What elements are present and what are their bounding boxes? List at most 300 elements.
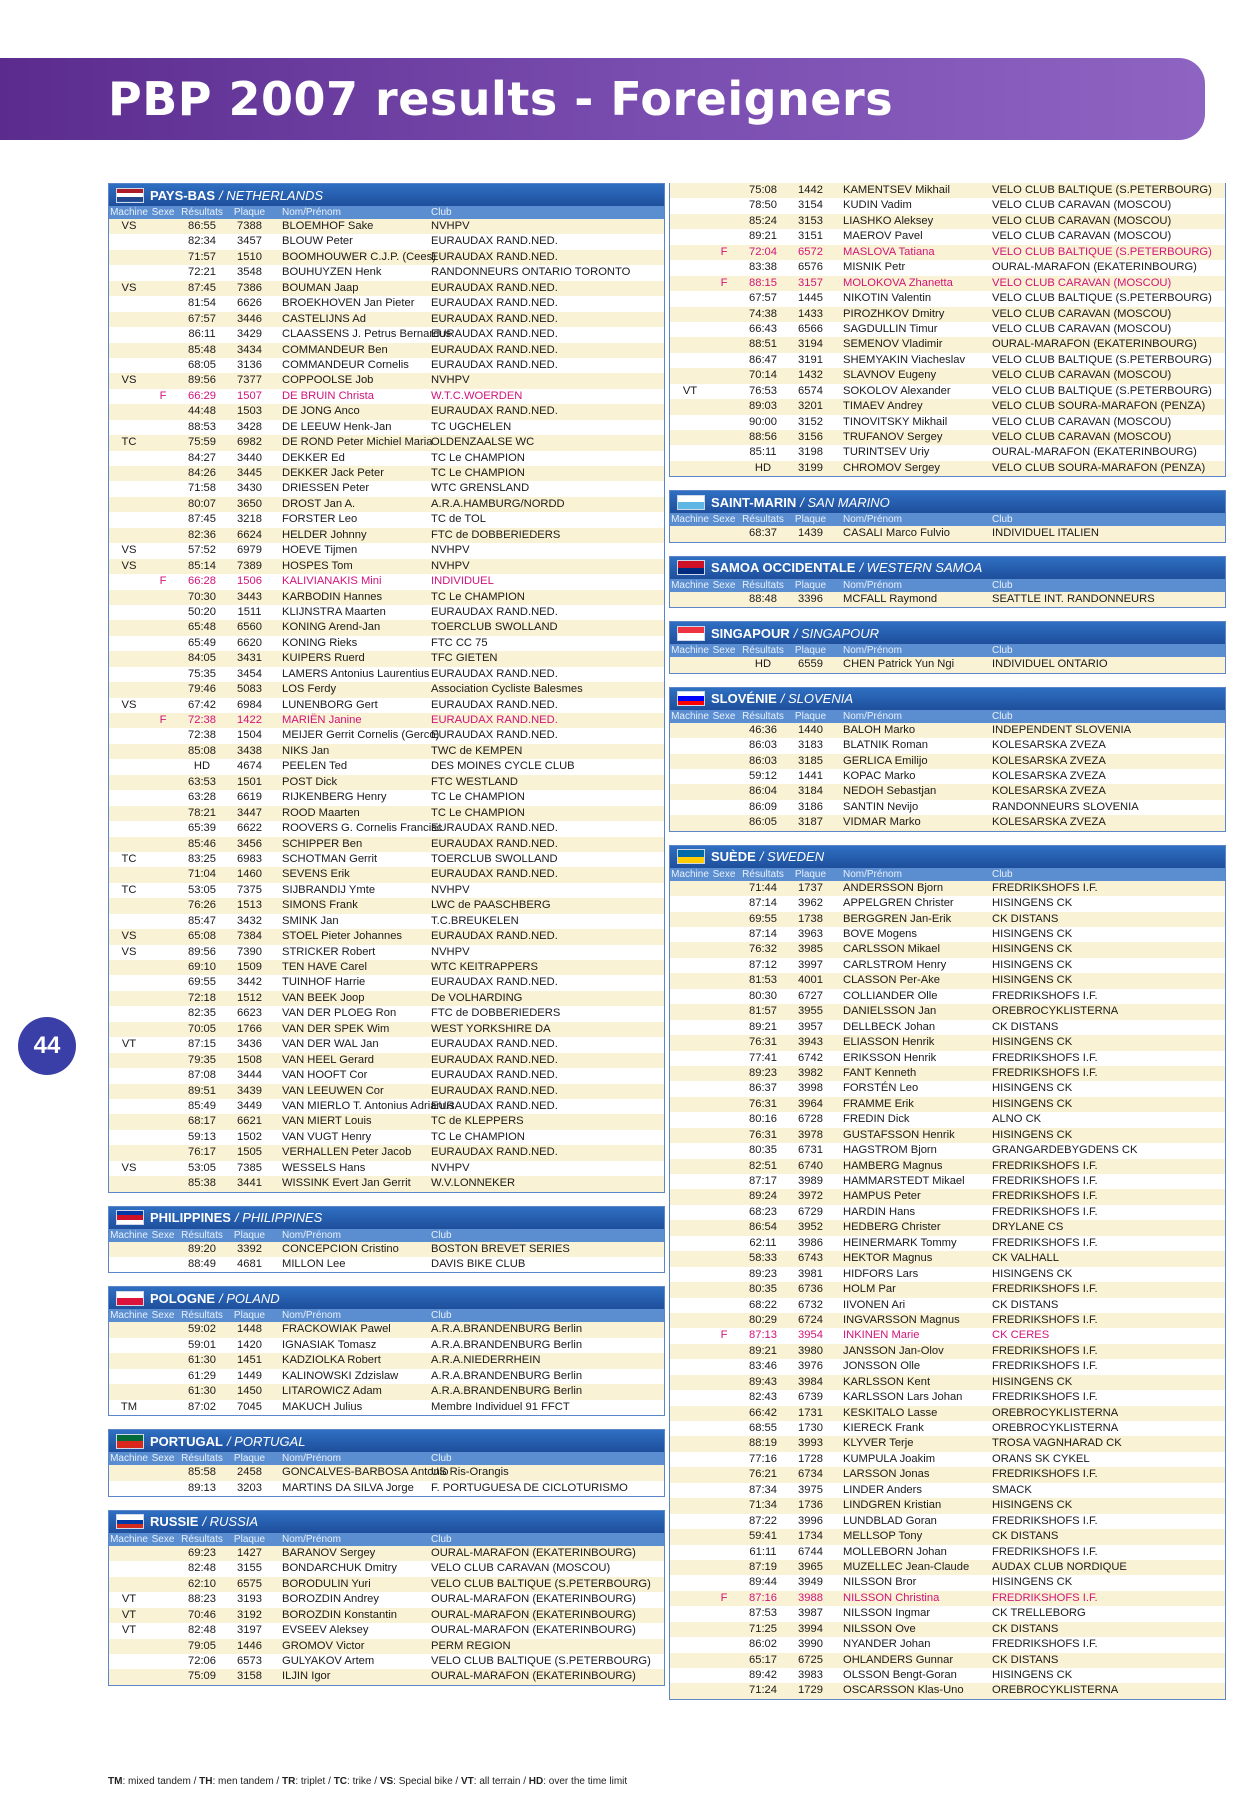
- column-header-resultats: Résultats: [742, 868, 784, 880]
- cell-club: NVHPV: [431, 220, 470, 232]
- cell-plaque: 6574: [798, 384, 823, 397]
- cell-club: FREDRIKSHOFS I.F.: [992, 1205, 1098, 1218]
- cell-resultats: 79:35: [188, 1053, 216, 1066]
- cell-club: HISINGENS CK: [992, 1082, 1073, 1095]
- cell-resultats: 76:31: [749, 1097, 777, 1110]
- cell-plaque: 6725: [798, 1653, 823, 1666]
- cell-sexe: [149, 1145, 177, 1160]
- cell-nom: VAN DER WAL Jan: [282, 1038, 379, 1051]
- table-row: [670, 1035, 1225, 1050]
- cell-resultats: 89:23: [749, 1066, 777, 1079]
- cell-plaque: 1728: [798, 1452, 823, 1465]
- cell-resultats: 72:38: [188, 729, 216, 742]
- cell-club: Association Cycliste Balesmes: [431, 683, 583, 696]
- cell-plaque: 3191: [798, 353, 823, 366]
- cell-plaque: 6739: [798, 1391, 823, 1404]
- cell-resultats: 46:36: [749, 723, 777, 736]
- cell-plaque: 6626: [237, 297, 262, 310]
- cell-sexe: [149, 481, 177, 496]
- cell-plaque: 3949: [798, 1576, 823, 1589]
- cell-plaque: 3152: [798, 415, 823, 428]
- table-row: [109, 1257, 664, 1272]
- left-column: [108, 183, 665, 1699]
- table-row: [670, 723, 1225, 738]
- cell-nom: HAMBERG Magnus: [843, 1159, 943, 1172]
- cell-resultats: 86:37: [749, 1082, 777, 1095]
- table-row: [109, 250, 664, 265]
- cell-nom: SCHOTMAN Gerrit: [282, 852, 378, 865]
- cell-club: US Ris-Orangis: [431, 1466, 509, 1479]
- cell-plaque: 3428: [237, 420, 262, 433]
- cell-sexe: [710, 723, 738, 738]
- cell-machine: [109, 358, 149, 373]
- column-header-machine: Machine: [110, 1310, 148, 1322]
- cell-resultats: 87:13: [749, 1329, 777, 1342]
- table-row: [670, 881, 1225, 896]
- cell-club: EURAUDAX RAND.NED.: [431, 328, 558, 341]
- cell-nom: LITAROWICZ Adam: [282, 1385, 382, 1398]
- cell-machine: [670, 1035, 710, 1050]
- cell-resultats: 85:58: [188, 1466, 216, 1479]
- cell-plaque: 1422: [237, 714, 262, 726]
- column-header-resultats: Résultats: [181, 1533, 223, 1545]
- table-row: [670, 1143, 1225, 1158]
- cell-machine: [670, 912, 710, 927]
- cell-sexe: [710, 1081, 738, 1096]
- table-row: [670, 245, 1225, 260]
- cell-nom: PIROZHKOV Dmitry: [843, 307, 945, 320]
- cell-nom: HOEVE Tijmen: [282, 544, 358, 557]
- cell-resultats: 59:13: [188, 1130, 216, 1143]
- cell-resultats: 67:42: [188, 698, 216, 711]
- cell-plaque: 3984: [798, 1375, 823, 1388]
- cell-sexe: [149, 1577, 177, 1592]
- cell-machine: [670, 1498, 710, 1513]
- cell-sexe: [710, 1514, 738, 1529]
- cell-resultats: 88:19: [749, 1437, 777, 1450]
- table-row: [109, 1084, 664, 1099]
- cell-resultats: 88:53: [188, 420, 216, 433]
- cell-resultats: HD: [193, 760, 211, 773]
- cell-nom: STOEL Pieter Johannes: [282, 930, 403, 943]
- cell-resultats: 88:51: [749, 338, 777, 351]
- cell-plaque: 3434: [237, 343, 262, 356]
- cell-nom: KONING Rieks: [282, 636, 358, 649]
- cell-resultats: 82:34: [188, 235, 216, 248]
- cell-plaque: 6622: [237, 822, 262, 835]
- cell-machine: VS: [121, 559, 137, 572]
- country-header: [109, 184, 664, 206]
- cell-resultats: 61:30: [188, 1385, 216, 1398]
- cell-plaque: 3392: [237, 1242, 262, 1255]
- table-row: [109, 1654, 664, 1669]
- cell-plaque: 3986: [798, 1236, 823, 1249]
- cell-nom: COMMANDEUR Ben: [282, 343, 388, 356]
- cell-resultats: 71:25: [749, 1622, 777, 1635]
- legend-vs: VS: [379, 1776, 394, 1787]
- cell-nom: ROOD Maarten: [282, 806, 360, 819]
- cell-nom: NEDOH Sebastjan: [843, 785, 937, 798]
- cell-club: HISINGENS CK: [992, 1128, 1073, 1141]
- cell-club: TOERCLUB SWOLLAND: [431, 852, 558, 865]
- cell-club: RANDONNEURS ONTARIO TORONTO: [431, 266, 631, 279]
- cell-resultats: 84:27: [188, 451, 216, 464]
- cell-nom: TIMAEV Andrey: [843, 400, 923, 413]
- table-row: [670, 1112, 1225, 1127]
- cell-nom: NYANDER Johan: [843, 1638, 931, 1651]
- cell-resultats: 89:23: [749, 1267, 777, 1280]
- table-row: [109, 234, 664, 249]
- cell-resultats: 75:08: [749, 184, 777, 196]
- cell-plaque: 1508: [237, 1053, 262, 1066]
- table-row: [109, 1481, 664, 1496]
- column-header-sexe: Sexe: [151, 1453, 175, 1465]
- table-row: [670, 1452, 1225, 1467]
- country-section-russie: [108, 1510, 665, 1686]
- cell-plaque: 3446: [237, 312, 262, 325]
- cell-sexe: [710, 291, 738, 306]
- cell-resultats: 87:08: [188, 1069, 216, 1082]
- country-header: [670, 846, 1225, 868]
- cell-resultats: 62:10: [188, 1577, 216, 1590]
- legend-tr: TR: [281, 1776, 296, 1787]
- cell-sexe: [149, 775, 177, 790]
- cell-plaque: 3994: [798, 1622, 823, 1635]
- cell-machine: [670, 430, 710, 445]
- cell-resultats: 77:16: [749, 1452, 777, 1465]
- cell-machine: [670, 1591, 710, 1606]
- cell-machine: VT: [682, 384, 698, 397]
- column-header-resultats: Résultats: [742, 514, 784, 526]
- cell-machine: [109, 1338, 149, 1353]
- cell-plaque: 1450: [237, 1385, 262, 1398]
- cell-plaque: 1504: [237, 729, 262, 742]
- cell-resultats: 61:11: [749, 1545, 777, 1558]
- cell-sexe: [149, 497, 177, 512]
- cell-machine: [109, 1481, 149, 1496]
- cell-resultats: 85:46: [188, 837, 216, 850]
- cell-sexe: [149, 466, 177, 481]
- cell-sexe: [710, 1344, 738, 1359]
- table-row: [670, 1637, 1225, 1652]
- cell-plaque: 3136: [237, 358, 262, 371]
- table-row: [109, 1037, 664, 1052]
- cell-plaque: 6727: [798, 989, 823, 1002]
- cell-machine: [670, 368, 710, 383]
- table-row: [109, 682, 664, 697]
- cell-sexe: [710, 1189, 738, 1204]
- cell-nom: LAMERS Antonius Laurentius: [282, 667, 430, 680]
- cell-nom: BROEKHOVEN Jan Pieter: [282, 297, 415, 310]
- cell-nom: FREDIN Dick: [843, 1113, 910, 1126]
- cell-plaque: 7386: [237, 281, 262, 294]
- cell-sexe: [149, 914, 177, 929]
- cell-plaque: 3442: [237, 976, 262, 989]
- cell-machine: [109, 898, 149, 913]
- cell-resultats: 88:56: [749, 431, 777, 443]
- cell-plaque: 1460: [237, 868, 262, 881]
- cell-nom: KIERECK Frank: [843, 1422, 924, 1434]
- cell-machine: [109, 605, 149, 620]
- cell-plaque: 3957: [798, 1020, 823, 1033]
- cell-nom: OSCARSSON Klas-Uno: [843, 1684, 964, 1697]
- cell-sexe: [710, 1220, 738, 1235]
- cell-nom: ILJIN Igor: [282, 1670, 331, 1683]
- table-row: [109, 1006, 664, 1021]
- cell-club: TC Le CHAMPION: [431, 590, 525, 603]
- cell-machine: [109, 1084, 149, 1099]
- cell-nom: BOUMAN Jaap: [282, 281, 359, 294]
- cell-nom: INGVARSSON Magnus: [843, 1313, 960, 1326]
- table-row: [670, 214, 1225, 229]
- cell-resultats: 80:16: [749, 1113, 777, 1126]
- cell-sexe: [149, 1338, 177, 1353]
- cell-resultats: 89:21: [749, 1344, 777, 1357]
- cell-nom: NILSSON Christina: [843, 1591, 940, 1604]
- cell-nom: BOROZDIN Konstantin: [282, 1608, 398, 1621]
- cell-machine: [109, 343, 149, 358]
- cell-sexe: [149, 1623, 177, 1638]
- cell-plaque: 3438: [237, 744, 262, 757]
- cell-machine: [670, 1298, 710, 1313]
- cell-resultats: 82:35: [188, 1007, 216, 1020]
- cell-machine: [109, 234, 149, 249]
- cell-resultats: 82:48: [188, 1562, 216, 1575]
- cell-club: OREBROCYKLISTERNA: [992, 1406, 1119, 1419]
- table-row: [670, 738, 1225, 753]
- cell-machine: [109, 389, 149, 404]
- table-row: [109, 1639, 664, 1654]
- cell-machine: [109, 1546, 149, 1561]
- country-header: [109, 1511, 664, 1533]
- column-header-machine: Machine: [671, 579, 709, 591]
- country-name-en: / POLAND: [219, 1290, 280, 1306]
- cell-nom: SLAVNOV Eugeny: [843, 369, 937, 382]
- cell-nom: BLOUW Peter: [282, 235, 353, 248]
- cell-club: TC Le CHAMPION: [431, 467, 525, 479]
- cell-sexe: [149, 1639, 177, 1654]
- cell-sexe: [149, 1608, 177, 1623]
- country-name-en: / NETHERLANDS: [219, 187, 324, 203]
- country-section-slovénie: [669, 687, 1226, 832]
- cell-club: NVHPV: [431, 544, 470, 557]
- cell-plaque: 1432: [798, 369, 823, 382]
- cell-machine: [109, 636, 149, 651]
- cell-nom: STRICKER Robert: [282, 945, 376, 958]
- cell-club: FTC de DOBBERIEDERS: [431, 528, 561, 541]
- cell-club: VELO CLUB SOURA-MARAFON (PENZA): [992, 400, 1206, 413]
- cell-sexe: [149, 1369, 177, 1384]
- cell-resultats: 89:43: [749, 1375, 777, 1388]
- column-header-sexe: Sexe: [151, 1533, 175, 1545]
- cell-club: GRANGARDEBYGDENS CK: [992, 1144, 1138, 1157]
- cell-sexe: [710, 198, 738, 213]
- column-header-club: Club: [431, 207, 452, 218]
- cell-machine: [109, 466, 149, 481]
- cell-sexe: [149, 1353, 177, 1368]
- table-row: [670, 989, 1225, 1004]
- cell-resultats: 65:08: [188, 930, 216, 943]
- column-header-club: Club: [431, 1229, 452, 1241]
- cell-machine: [670, 1174, 710, 1189]
- cell-club: OURAL-MARAFON (EKATERINBOURG): [431, 1608, 636, 1621]
- cell-nom: HAMPUS Peter: [843, 1190, 921, 1203]
- cell-club: VELO CLUB BALTIQUE (S.PETERBOURG): [992, 245, 1212, 258]
- cell-plaque: 3981: [798, 1267, 823, 1280]
- table-row: [109, 219, 664, 234]
- table-row: [109, 929, 664, 944]
- cell-nom: ANDERSSON Bjorn: [843, 881, 944, 894]
- cell-nom: JANSSON Jan-Olov: [843, 1344, 944, 1357]
- cell-resultats: 65:17: [749, 1653, 777, 1666]
- cell-sexe: [710, 1622, 738, 1637]
- cell-sexe: [710, 1436, 738, 1451]
- cell-machine: [109, 265, 149, 280]
- cell-nom: CASTELIJNS Ad: [282, 312, 366, 325]
- column-header-plaque: Plaque: [794, 710, 827, 722]
- cell-sexe: [710, 657, 738, 672]
- column-headers: [109, 1229, 664, 1242]
- cell-resultats: 76:26: [188, 899, 216, 912]
- country-section-pologne: [108, 1286, 665, 1416]
- cell-nom: ELIASSON Henrik: [843, 1036, 935, 1049]
- cell-plaque: 1738: [798, 912, 823, 925]
- cell-resultats: 59:41: [749, 1530, 777, 1543]
- cell-nom: VAN MIERLO T. Antonius Adrianus: [282, 1099, 455, 1112]
- cell-club: AUDAX CLUB NORDIQUE: [992, 1560, 1127, 1573]
- table-row: [670, 1220, 1225, 1235]
- column-header-plaque: Plaque: [794, 579, 827, 591]
- cell-club: EURAUDAX RAND.NED.: [431, 868, 558, 881]
- cell-resultats: 62:11: [749, 1236, 777, 1249]
- cell-sexe: [710, 973, 738, 988]
- cell-sexe: [710, 912, 738, 927]
- country-section-philippines: [108, 1206, 665, 1274]
- table-row: [670, 353, 1225, 368]
- cell-club: EURAUDAX RAND.NED.: [431, 1099, 558, 1112]
- table-row: [109, 296, 664, 311]
- table-row: [109, 728, 664, 743]
- cell-club: VELO CLUB BALTIQUE (S.PETERBOURG): [992, 292, 1212, 305]
- cell-sexe: [149, 512, 177, 527]
- cell-sexe: [149, 543, 177, 558]
- cell-nom: PEELEN Ted: [282, 760, 348, 773]
- cell-sexe: [710, 1467, 738, 1482]
- table-row: [109, 327, 664, 342]
- cell-nom: NIKOTIN Valentin: [843, 292, 932, 305]
- cell-sexe: [149, 867, 177, 882]
- table-row: [109, 512, 664, 527]
- cell-plaque: 3983: [798, 1669, 823, 1681]
- cell-sexe: [149, 451, 177, 466]
- cell-machine: [109, 867, 149, 882]
- cell-machine: [670, 1359, 710, 1374]
- cell-nom: MELLSOP Tony: [843, 1530, 923, 1543]
- cell-nom: HEKTOR Magnus: [843, 1252, 933, 1265]
- table-row: [109, 574, 664, 589]
- cell-nom: LINDER Anders: [843, 1483, 922, 1496]
- cell-resultats: 68:17: [188, 1115, 216, 1128]
- cell-nom: CARLSTROM Henry: [843, 958, 947, 971]
- cell-sexe: [149, 265, 177, 280]
- cell-plaque: 6724: [798, 1313, 823, 1326]
- column-header-sexe: Sexe: [712, 710, 736, 722]
- cell-club: CK DISTANS: [992, 1622, 1059, 1635]
- cell-plaque: 1448: [237, 1323, 262, 1336]
- table-row: [109, 1053, 664, 1068]
- cell-machine: VS: [121, 544, 137, 557]
- cell-club: A.R.A.BRANDENBURG Berlin: [431, 1323, 583, 1336]
- cell-sexe: [710, 229, 738, 244]
- cell-nom: COLLIANDER Olle: [843, 989, 938, 1002]
- cell-club: EURAUDAX RAND.NED.: [431, 358, 558, 371]
- cell-nom: JONSSON Olle: [843, 1360, 921, 1373]
- cell-club: VELO CLUB CARAVAN (MOSCOU): [992, 230, 1172, 243]
- table-row: [670, 1267, 1225, 1282]
- cell-nom: TEN HAVE Carel: [282, 961, 367, 973]
- cell-sexe: [710, 461, 738, 476]
- cell-club: VELO CLUB CARAVAN (MOSCOU): [992, 369, 1172, 382]
- cell-plaque: 4681: [237, 1258, 262, 1270]
- cell-resultats: 74:38: [749, 307, 777, 320]
- table-row: [670, 1251, 1225, 1266]
- cell-club: EURAUDAX RAND.NED.: [431, 976, 558, 989]
- cell-club: FREDRIKSHOFS I.F.: [992, 1514, 1098, 1527]
- cell-sexe: [149, 806, 177, 821]
- table-row: [670, 1066, 1225, 1081]
- cell-plaque: 3218: [237, 513, 262, 526]
- table-row: [109, 543, 664, 558]
- cell-resultats: 57:52: [188, 544, 216, 557]
- table-row: [670, 1683, 1225, 1698]
- cell-sexe: [149, 821, 177, 836]
- table-row: [670, 1313, 1225, 1328]
- cell-plaque: 3431: [237, 652, 262, 665]
- cell-nom: LARSSON Jonas: [843, 1468, 930, 1481]
- cell-club: FREDRIKSHOFS I.F.: [992, 1468, 1098, 1481]
- table-row: [109, 1068, 664, 1083]
- cell-machine: [670, 1390, 710, 1405]
- cell-sexe: [710, 1683, 738, 1698]
- table-row: [109, 790, 664, 805]
- cell-plaque: 4674: [237, 760, 262, 773]
- cell-machine: [109, 1176, 149, 1191]
- cell-nom: MARTINS DA SILVA Jorge: [282, 1481, 414, 1494]
- cell-nom: FORSTER Leo: [282, 513, 358, 526]
- cell-resultats: 44:48: [188, 405, 216, 418]
- cell-resultats: 71:58: [188, 482, 216, 495]
- cell-club: FREDRIKSHOFS I.F.: [992, 1545, 1098, 1558]
- cell-resultats: 89:56: [188, 945, 216, 958]
- cell-machine: [109, 1114, 149, 1129]
- cell-sexe: [710, 1406, 738, 1421]
- cell-resultats: 71:44: [749, 881, 777, 894]
- cell-plaque: 3996: [798, 1514, 823, 1527]
- cell-machine: [670, 973, 710, 988]
- table-row: [670, 526, 1225, 541]
- column-header-plaque: Plaque: [794, 514, 827, 526]
- cell-plaque: 3396: [798, 592, 823, 605]
- cell-resultats: 86:55: [188, 220, 216, 232]
- cell-plaque: 3158: [237, 1670, 262, 1683]
- cell-sexe: [149, 343, 177, 358]
- cell-plaque: 6576: [798, 261, 823, 274]
- cell-nom: HELDER Johnny: [282, 528, 367, 541]
- cell-resultats: 69:55: [188, 976, 216, 989]
- cell-sexe: [149, 559, 177, 574]
- country-name-en: / PHILIPPINES: [234, 1210, 323, 1226]
- cell-club: HISINGENS CK: [992, 943, 1073, 956]
